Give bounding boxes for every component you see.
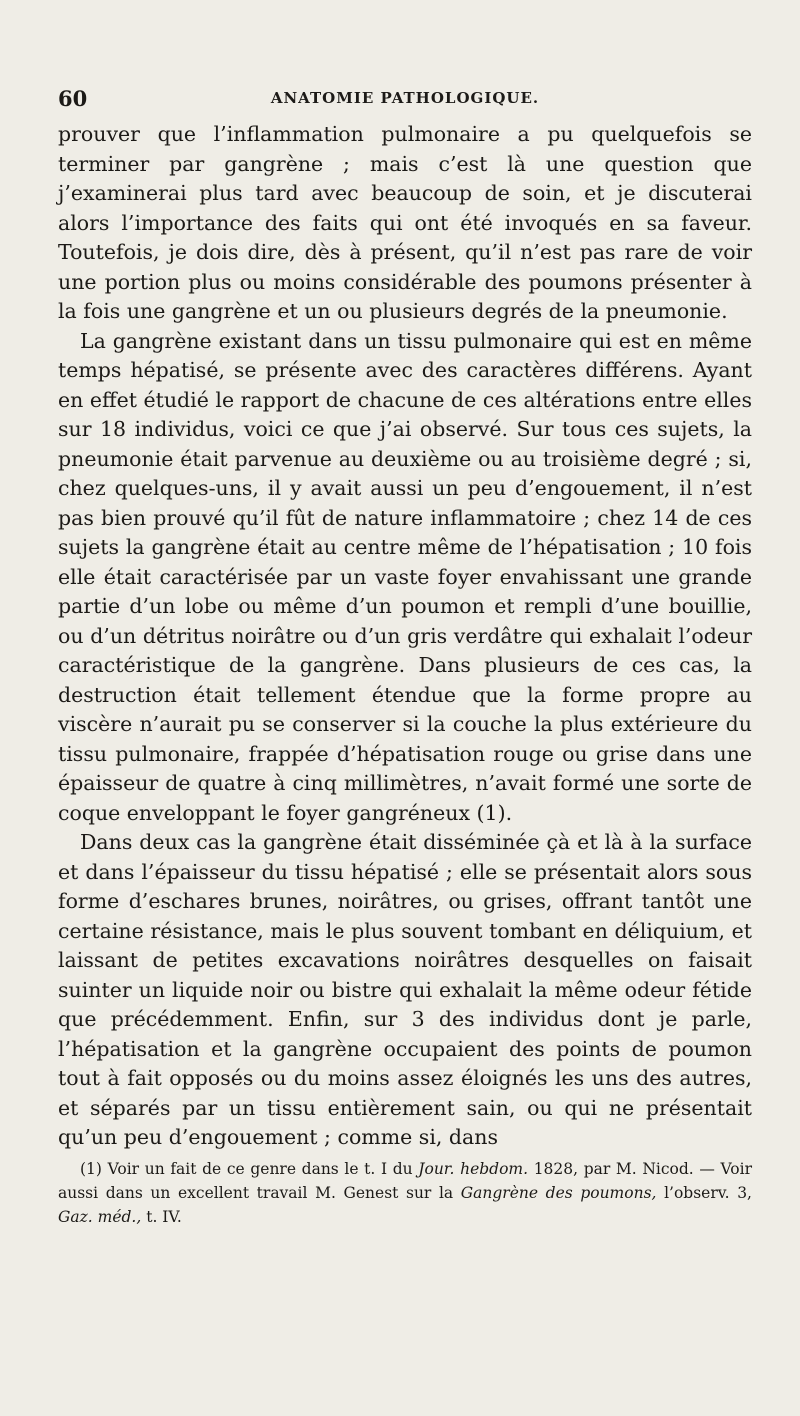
book-page	[58, 86, 752, 1229]
running-title: ANATOMIE PATHOLOGIQUE.	[270, 89, 540, 107]
footnote-text: (1) Voir un fait de ce genre dans le t. I du	[80, 1159, 419, 1178]
footnote-text: 1828, par M. Nicod. — Voir aussi dans un excellent travail M. Genest sur la	[58, 1159, 752, 1202]
body-text	[58, 120, 752, 1153]
paragraph-3: Dans deux cas la gangrène était disséminée çà et là à la surface et dans l’épaisseur du tissu hépatisé ; elle se présentait alors sous forme d’eschares brunes, noirâtres, ou grises, offrant tantôt une certaine résistance, mais le plus souvent tombant en déliquium, et laissant de petites excavations noirâtres desquelles on faisait suinter un liquide noir ou bistre qui exhalait la même odeur fétide que précédemment. Enfin, sur 3 des individus dont je parle, l’hépatisation et la gangrène occupaient des points de poumon tout à fait opposés ou du moins assez éloignés les uns des autres, et séparés par un tissu entièrement sain, ou qui ne présentait qu’un peu d’engouement ; comme si, dans	[58, 830, 752, 1149]
paragraph-2: La gangrène existant dans un tissu pulmonaire qui est en même temps hépatisé, se présente avec des caractères différens. Ayant en effet étudié le rapport de chacune de ces altérations entre elles sur 18 individus, voici ce que j’ai observé. Sur tous ces sujets, la pneumonie était parvenue au deuxième ou au troisième degré ; si, chez quelques-uns, il y avait aussi un peu d’engouement, il n’est pas bien prouvé qu’il fût de nature inflammatoire ; chez 14 de ces sujets la gangrène était au centre même de l’hépatisation ; 10 fois elle était caractérisée par un vaste foyer envahissant une grande partie d’un lobe ou même d’un poumon et rempli d’une bouillie, ou d’un détritus noirâtre ou d’un gris verdâtre qui exhalait l’odeur caractéristique de la gangrène. Dans plusieurs de ces cas, la destruction était tellement étendue que la forme propre au viscère n’aurait pu se conserver si la couche la plus extérieure du tissu pulmonaire, frappée d’hépatisation rouge ou grise dans une épaisseur de quatre à cinq millimètres, n’avait formé une sorte de coque enveloppant le foyer gangréneux (1).	[58, 328, 752, 825]
footnote-1	[58, 1157, 752, 1229]
footnote-text: l’observ. 3,	[656, 1183, 752, 1202]
page-header	[58, 86, 752, 114]
footnote-journal: Jour. hebdom.	[418, 1159, 529, 1178]
paragraph-1: prouver que l’inflammation pulmonaire a pu quelquefois se terminer par gangrène ; mais c’est là une question que j’examinerai plus tard avec beaucoup de soin, et je discuterai alors l’importance des faits qui ont été invoqués en sa faveur. Toutefois, je dois dire, dès à présent, qu’il n’est pas rare de voir une portion plus ou moins considérable des poumons présenter à la fois une gangrène et un ou plusieurs degrés de la pneumonie.	[58, 122, 752, 323]
footnote-title: Gangrène des poumons,	[460, 1183, 657, 1202]
page-number: 60	[58, 86, 88, 111]
footnote-gazette: Gaz. méd.,	[58, 1207, 142, 1226]
footnote-text: t. IV.	[141, 1207, 182, 1226]
footnotes	[58, 1157, 752, 1229]
